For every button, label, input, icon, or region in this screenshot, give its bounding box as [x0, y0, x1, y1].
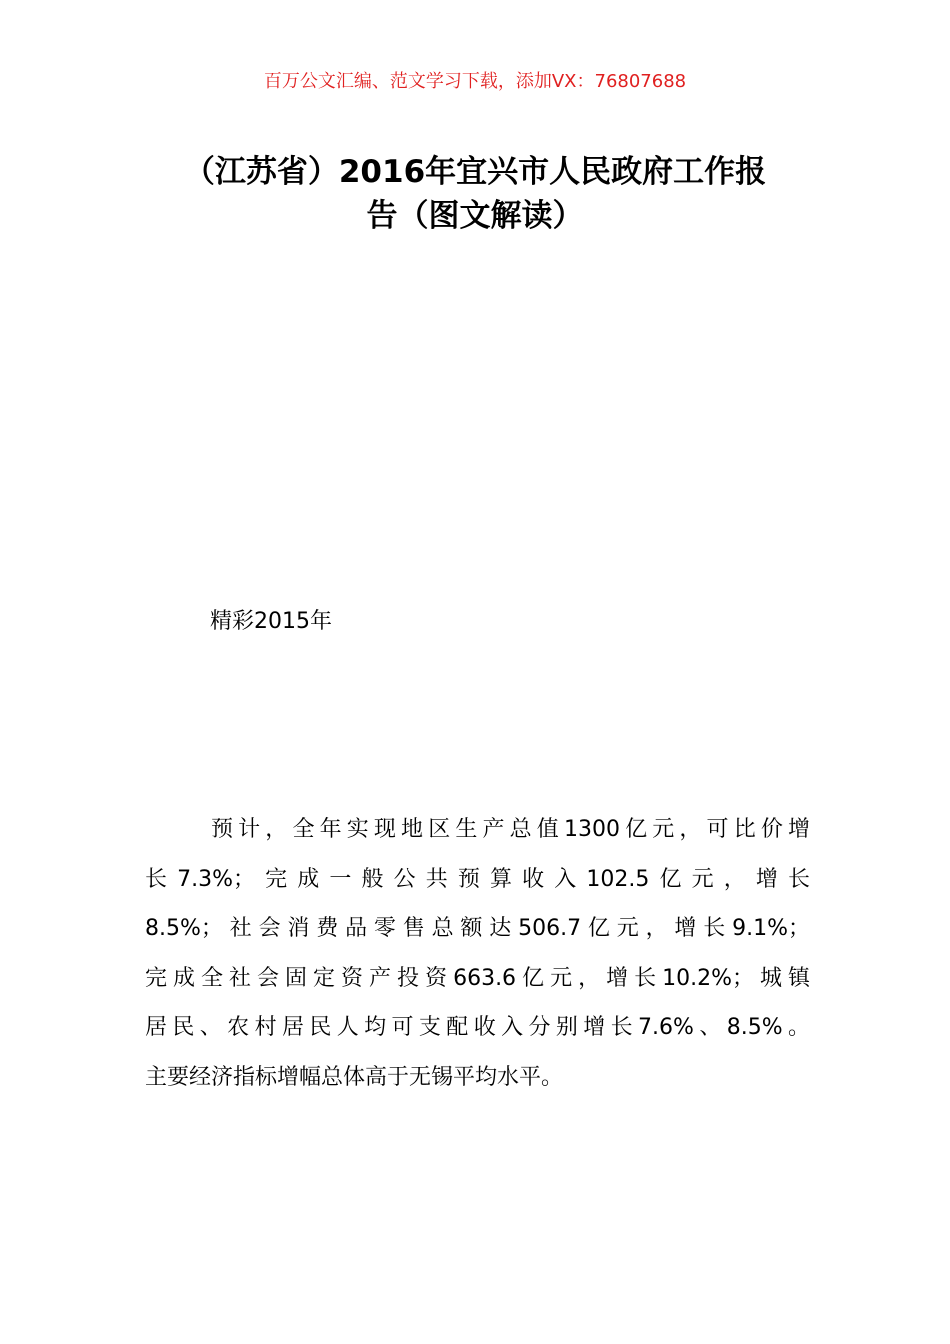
title-line-1: （江苏省）2016年宜兴市人民政府工作报 — [183, 154, 767, 190]
header-note: 百万公文汇编、范文学习下载，添加VX：76807688 — [263, 71, 687, 92]
section-heading: 精彩2015年 — [210, 609, 332, 634]
paragraph-line: 完成全社会固定资产投资663.6亿元，增长10.2%；城镇 — [145, 965, 810, 991]
document-title — [100, 150, 850, 238]
paragraph-line: 8.5%；社会消费品零售总额达506.7亿元，增长9.1%； — [145, 916, 810, 941]
title-line-2: 告（图文解读） — [366, 198, 584, 234]
paragraph-line: 主要经济指标增幅总体高于无锡平均水平。 — [145, 1064, 564, 1090]
paragraph-line: 居民、农村居民人均可支配收入分别增长7.6%、8.5%。 — [145, 1015, 810, 1040]
body-paragraph — [145, 805, 810, 1102]
paragraph-line: 预计，全年实现地区生产总值1300亿元，可比价增 — [211, 817, 810, 842]
paragraph-line: 长7.3%；完成一般公共预算收入102.5亿元，增长 — [145, 866, 810, 892]
